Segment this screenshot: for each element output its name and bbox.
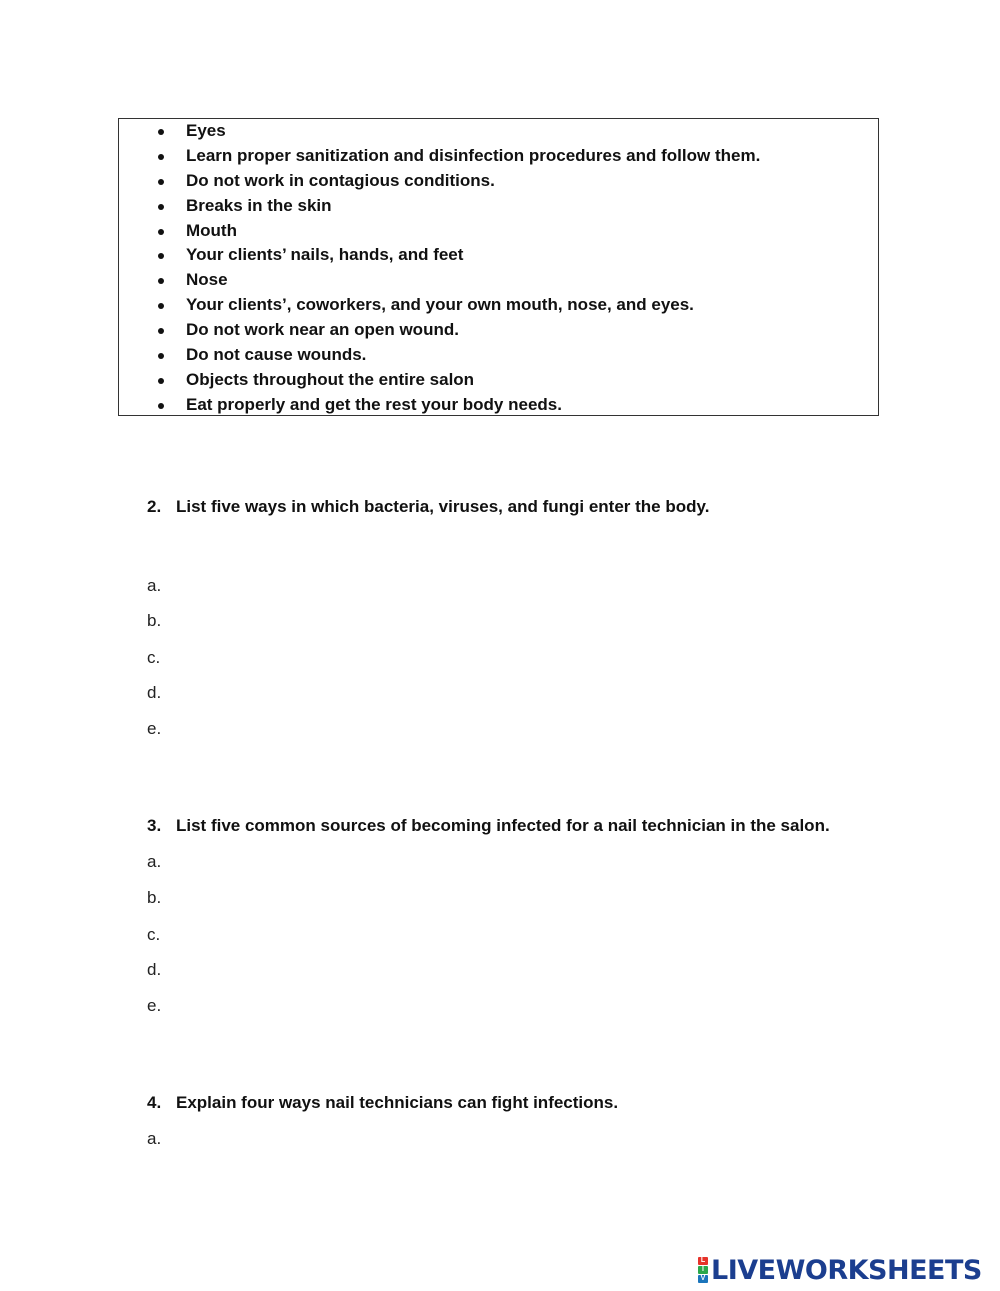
word-bank-item[interactable] (119, 393, 878, 418)
word-bank-item-text: Breaks in the skin (186, 195, 332, 215)
bullet-icon (158, 278, 164, 284)
question-4 (147, 1093, 618, 1113)
word-bank-item[interactable] (119, 119, 878, 144)
question-number: 4. (147, 1093, 162, 1112)
logo-block: V (698, 1275, 708, 1283)
answer-slot[interactable]: b. (147, 611, 162, 630)
word-bank-item-text: Learn proper sanitization and disinfection procedures and follow them. (186, 145, 761, 165)
word-bank-item[interactable] (119, 343, 878, 368)
word-bank-item[interactable] (119, 368, 878, 393)
word-bank-item-text: Objects throughout the entire salon (186, 369, 475, 389)
bullet-icon (158, 378, 164, 384)
answer-slot[interactable]: c. (147, 925, 161, 944)
word-bank-item[interactable] (119, 243, 878, 268)
question-2 (147, 497, 709, 517)
logo-block: I (698, 1266, 708, 1274)
word-bank-item[interactable] (119, 293, 878, 318)
word-bank-box (118, 118, 879, 416)
question-3 (147, 816, 830, 836)
question-number: 2. (147, 497, 162, 516)
question-text: List five ways in which bacteria, viruses, and fungi enter the body. (176, 497, 710, 516)
word-bank-item[interactable] (119, 194, 878, 219)
word-bank-item[interactable] (119, 268, 878, 293)
answer-slot[interactable]: a. (147, 576, 162, 595)
bullet-icon (158, 129, 164, 135)
question-text: List five common sources of becoming infected for a nail technician in the salon. (176, 816, 830, 835)
word-bank-item-text: Your clients’ nails, hands, and feet (186, 245, 464, 265)
bullet-icon (158, 154, 164, 160)
bullet-icon (158, 229, 164, 235)
bullet-icon (158, 328, 164, 334)
answer-slot[interactable]: b. (147, 888, 162, 907)
word-bank-item-text: Eat properly and get the rest your body needs. (186, 394, 562, 414)
word-bank-item[interactable] (119, 169, 878, 194)
logo-block: L (698, 1257, 708, 1265)
word-bank-item[interactable] (119, 219, 878, 244)
bullet-icon (158, 403, 164, 409)
bullet-icon (158, 204, 164, 210)
word-bank-item-text: Do not work in contagious conditions. (186, 170, 495, 190)
bullet-icon (158, 253, 164, 259)
question-text: Explain four ways nail technicians can fight infections. (176, 1093, 619, 1112)
answer-slot[interactable]: a. (147, 1129, 162, 1148)
word-bank-item[interactable] (119, 144, 878, 169)
bullet-icon (158, 179, 164, 185)
answer-slot[interactable]: e. (147, 996, 162, 1015)
word-bank-item-text: Do not cause wounds. (186, 345, 367, 365)
logo-blocks-icon (698, 1257, 708, 1283)
answer-slot[interactable]: e. (147, 719, 162, 738)
question-number: 3. (147, 816, 162, 835)
word-bank-item-text: Mouth (186, 220, 237, 240)
logo-text: LIVEWORKSHEETS (711, 1254, 982, 1286)
liveworksheets-logo (698, 1253, 982, 1287)
answer-slot[interactable]: a. (147, 852, 162, 871)
word-bank-item-text: Your clients’, coworkers, and your own mouth, nose, and eyes. (186, 295, 694, 315)
answer-slot[interactable]: c. (147, 648, 161, 667)
answer-slot[interactable]: d. (147, 683, 162, 702)
word-bank-item-text: Do not work near an open wound. (186, 320, 459, 340)
bullet-icon (158, 353, 164, 359)
word-bank-list (119, 119, 878, 418)
word-bank-item-text: Nose (186, 270, 228, 290)
word-bank-item-text: Eyes (186, 121, 226, 140)
answer-slot[interactable]: d. (147, 960, 162, 979)
word-bank-item[interactable] (119, 318, 878, 343)
bullet-icon (158, 303, 164, 309)
